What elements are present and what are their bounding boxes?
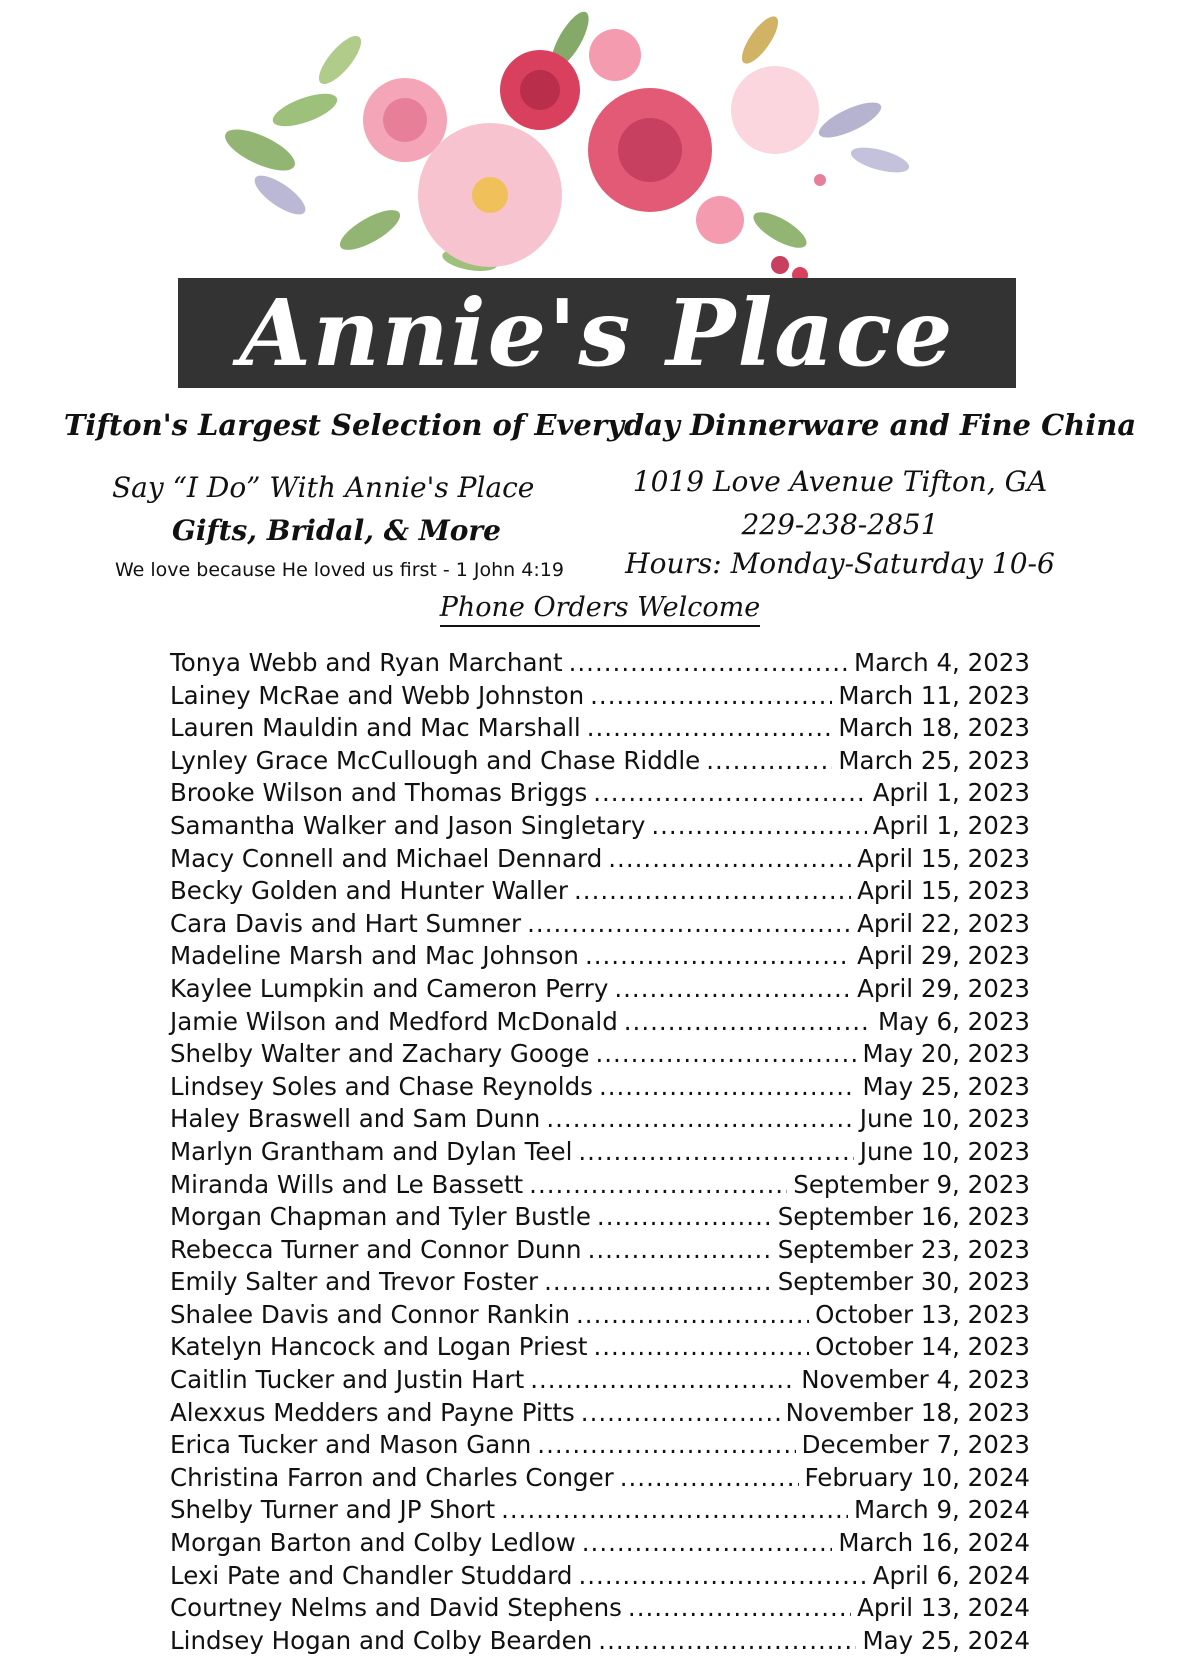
couple-names: Lynley Grace McCullough and Chase Riddle	[170, 745, 701, 775]
leaf	[749, 205, 812, 254]
list-item	[170, 1365, 1030, 1398]
rose	[589, 29, 641, 81]
list-item	[170, 1072, 1030, 1105]
leaf	[815, 96, 886, 145]
couple-names: Shalee Davis and Connor Rankin	[170, 1299, 571, 1329]
wedding-date: November 18, 2023	[785, 1397, 1030, 1427]
dot-leader	[590, 681, 832, 710]
wedding-date: April 1, 2023	[872, 778, 1030, 808]
dot-leader	[595, 1039, 856, 1068]
wedding-date: April 13, 2024	[857, 1593, 1030, 1623]
bridal-registry-list	[170, 648, 1030, 1658]
couple-names: Macy Connell and Michael Dennard	[170, 843, 603, 873]
wedding-date: March 16, 2024	[838, 1528, 1030, 1558]
list-item	[170, 974, 1030, 1007]
tagline: Tifton's Largest Selection of Everyday Dinnerware and Fine China	[63, 408, 1137, 442]
couple-names: Kaylee Lumpkin and Cameron Perry	[170, 973, 609, 1003]
gifts-line: Gifts, Bridal, & More	[172, 514, 501, 548]
wedding-date: June 10, 2023	[859, 1136, 1030, 1166]
title-banner	[178, 278, 1016, 388]
dot-leader	[620, 1463, 799, 1492]
couple-names: Shelby Turner and JP Short	[170, 1495, 496, 1525]
dot-leader	[578, 1561, 866, 1590]
dot-leader	[585, 941, 851, 970]
wedding-date: December 7, 2023	[801, 1430, 1030, 1460]
couple-names: Miranda Wills and Le Bassett	[170, 1169, 524, 1199]
dot-leader	[581, 1398, 780, 1427]
list-item	[170, 1104, 1030, 1137]
dot-leader	[576, 1300, 809, 1329]
dot-leader	[706, 746, 832, 775]
dot-leader	[588, 1235, 772, 1264]
couple-names: Emily Salter and Trevor Foster	[170, 1267, 539, 1297]
list-item	[170, 778, 1030, 811]
leaf	[736, 11, 785, 68]
rose	[696, 196, 744, 244]
list-item	[170, 1626, 1030, 1659]
couple-names: Rebecca Turner and Connor Dunn	[170, 1234, 582, 1264]
couple-names: Lexi Pate and Chandler Studdard	[170, 1560, 573, 1590]
list-item	[170, 1463, 1030, 1496]
couple-names: Katelyn Hancock and Logan Priest	[170, 1332, 588, 1362]
leaf	[269, 87, 341, 133]
dot-leader	[530, 1365, 795, 1394]
wedding-date: March 11, 2023	[838, 680, 1030, 710]
wedding-date: March 18, 2023	[838, 713, 1030, 743]
floral-bouquet-illustration	[220, 0, 980, 300]
wedding-date: March 9, 2024	[854, 1495, 1030, 1525]
couple-names: Lauren Mauldin and Mac Marshall	[170, 713, 581, 743]
right-info-block	[600, 460, 1080, 580]
wedding-date: March 25, 2023	[838, 745, 1030, 775]
couple-names: Tonya Webb and Ryan Marchant	[170, 648, 563, 677]
dot-leader	[546, 1104, 853, 1133]
slogan: Say “I Do” With Annie's Place	[112, 471, 535, 504]
address: 1019 Love Avenue Tifton, GA	[632, 465, 1048, 498]
couple-names: Lindsey Soles and Chase Reynolds	[170, 1071, 593, 1101]
wedding-date: May 25, 2023	[862, 1071, 1030, 1101]
wedding-date: March 4, 2023	[854, 648, 1030, 677]
dot-leader	[651, 811, 866, 840]
dot-leader	[501, 1495, 848, 1524]
phone-number: 229-238-2851	[741, 508, 939, 542]
couple-names: Caitlin Tucker and Justin Hart	[170, 1365, 525, 1395]
list-item	[170, 1300, 1030, 1333]
list-item	[170, 1137, 1030, 1170]
list-item	[170, 746, 1030, 779]
list-item	[170, 1235, 1030, 1268]
wedding-date: October 14, 2023	[815, 1332, 1030, 1362]
dot-leader	[587, 713, 833, 742]
couple-names: Lainey McRae and Webb Johnston	[170, 680, 585, 710]
rose	[520, 70, 560, 110]
leaf	[220, 121, 300, 178]
list-item	[170, 1593, 1030, 1626]
wedding-date: September 9, 2023	[793, 1169, 1030, 1199]
couple-names: Courtney Nelms and David Stephens	[170, 1593, 622, 1623]
couple-names: Morgan Chapman and Tyler Bustle	[170, 1202, 591, 1232]
list-item	[170, 941, 1030, 974]
list-item	[170, 1430, 1030, 1463]
wedding-date: June 10, 2023	[859, 1104, 1030, 1134]
list-item	[170, 1528, 1030, 1561]
wedding-date: April 29, 2023	[857, 941, 1030, 971]
list-item	[170, 1039, 1030, 1072]
wedding-date: April 15, 2023	[857, 843, 1030, 873]
dot-leader	[574, 876, 851, 905]
wedding-date: May 20, 2023	[862, 1039, 1030, 1069]
berry	[771, 256, 789, 274]
couple-names: Morgan Barton and Colby Ledlow	[170, 1528, 576, 1558]
store-title: Annie's Place	[239, 279, 955, 387]
list-item	[170, 876, 1030, 909]
leaf	[312, 30, 367, 90]
list-item	[170, 909, 1030, 942]
list-item	[170, 1398, 1030, 1431]
list-item	[170, 1561, 1030, 1594]
wedding-date: September 30, 2023	[777, 1267, 1030, 1297]
list-item	[170, 713, 1030, 746]
left-info-block	[100, 466, 580, 581]
dot-leader	[614, 974, 851, 1003]
couple-names: Becky Golden and Hunter Waller	[170, 876, 569, 906]
rose	[731, 66, 819, 154]
phone-orders-heading	[0, 592, 1200, 623]
list-item	[170, 1267, 1030, 1300]
dot-leader	[582, 1528, 833, 1557]
leaf	[335, 203, 406, 258]
dot-leader	[624, 1007, 872, 1036]
couple-names: Samantha Walker and Jason Singletary	[170, 810, 646, 840]
couple-names: Lindsey Hogan and Colby Bearden	[170, 1625, 593, 1655]
wedding-date: April 15, 2023	[857, 876, 1030, 906]
wedding-date: November 4, 2023	[801, 1365, 1030, 1395]
dot-leader	[578, 1137, 853, 1166]
phone-orders-text: Phone Orders Welcome	[440, 592, 761, 627]
wedding-date: April 29, 2023	[857, 973, 1030, 1003]
leaf	[249, 169, 311, 221]
dot-leader	[537, 1430, 795, 1459]
list-item	[170, 681, 1030, 714]
dot-leader	[529, 1170, 787, 1199]
couple-names: Haley Braswell and Sam Dunn	[170, 1104, 541, 1134]
wedding-date: April 22, 2023	[857, 908, 1030, 938]
wedding-date: May 25, 2024	[862, 1625, 1030, 1655]
store-hours: Hours: Monday-Saturday 10-6	[625, 546, 1055, 580]
wedding-date: October 13, 2023	[815, 1299, 1030, 1329]
rose	[472, 177, 508, 213]
wedding-date: February 10, 2024	[804, 1462, 1030, 1492]
couple-names: Marlyn Grantham and Dylan Teel	[170, 1136, 573, 1166]
couple-names: Jamie Wilson and Medford McDonald	[170, 1006, 618, 1036]
dot-leader	[598, 1626, 856, 1655]
dot-leader	[628, 1593, 851, 1622]
list-item	[170, 1170, 1030, 1203]
wedding-date: May 6, 2023	[878, 1006, 1030, 1036]
list-item	[170, 1332, 1030, 1365]
couple-names: Brooke Wilson and Thomas Briggs	[170, 778, 588, 808]
list-item	[170, 844, 1030, 877]
dot-leader	[599, 1072, 857, 1101]
list-item	[170, 1202, 1030, 1235]
rose	[383, 98, 427, 142]
dot-leader	[593, 1332, 809, 1361]
leaf	[848, 143, 911, 178]
couple-names: Cara Davis and Hart Sumner	[170, 908, 522, 938]
list-item	[170, 648, 1030, 681]
wedding-date: September 16, 2023	[777, 1202, 1030, 1232]
wedding-date: April 6, 2024	[872, 1560, 1030, 1590]
couple-names: Christina Farron and Charles Conger	[170, 1462, 614, 1492]
dot-leader	[593, 778, 866, 807]
dot-leader	[597, 1202, 772, 1231]
wedding-date: April 1, 2023	[872, 810, 1030, 840]
rose	[618, 118, 682, 182]
dot-leader	[527, 909, 851, 938]
berry	[814, 174, 826, 186]
dot-leader	[608, 844, 851, 873]
list-item	[170, 1495, 1030, 1528]
couple-names: Erica Tucker and Mason Gann	[170, 1430, 532, 1460]
couple-names: Shelby Walter and Zachary Googe	[170, 1039, 590, 1069]
list-item	[170, 1007, 1030, 1040]
dot-leader	[569, 648, 848, 677]
couple-names: Madeline Marsh and Mac Johnson	[170, 941, 579, 971]
wedding-date: September 23, 2023	[777, 1234, 1030, 1264]
bible-verse: We love because He loved us first - 1 John 4:19	[115, 558, 564, 581]
couple-names: Alexxus Medders and Payne Pitts	[170, 1397, 575, 1427]
list-item	[170, 811, 1030, 844]
dot-leader	[544, 1267, 772, 1296]
